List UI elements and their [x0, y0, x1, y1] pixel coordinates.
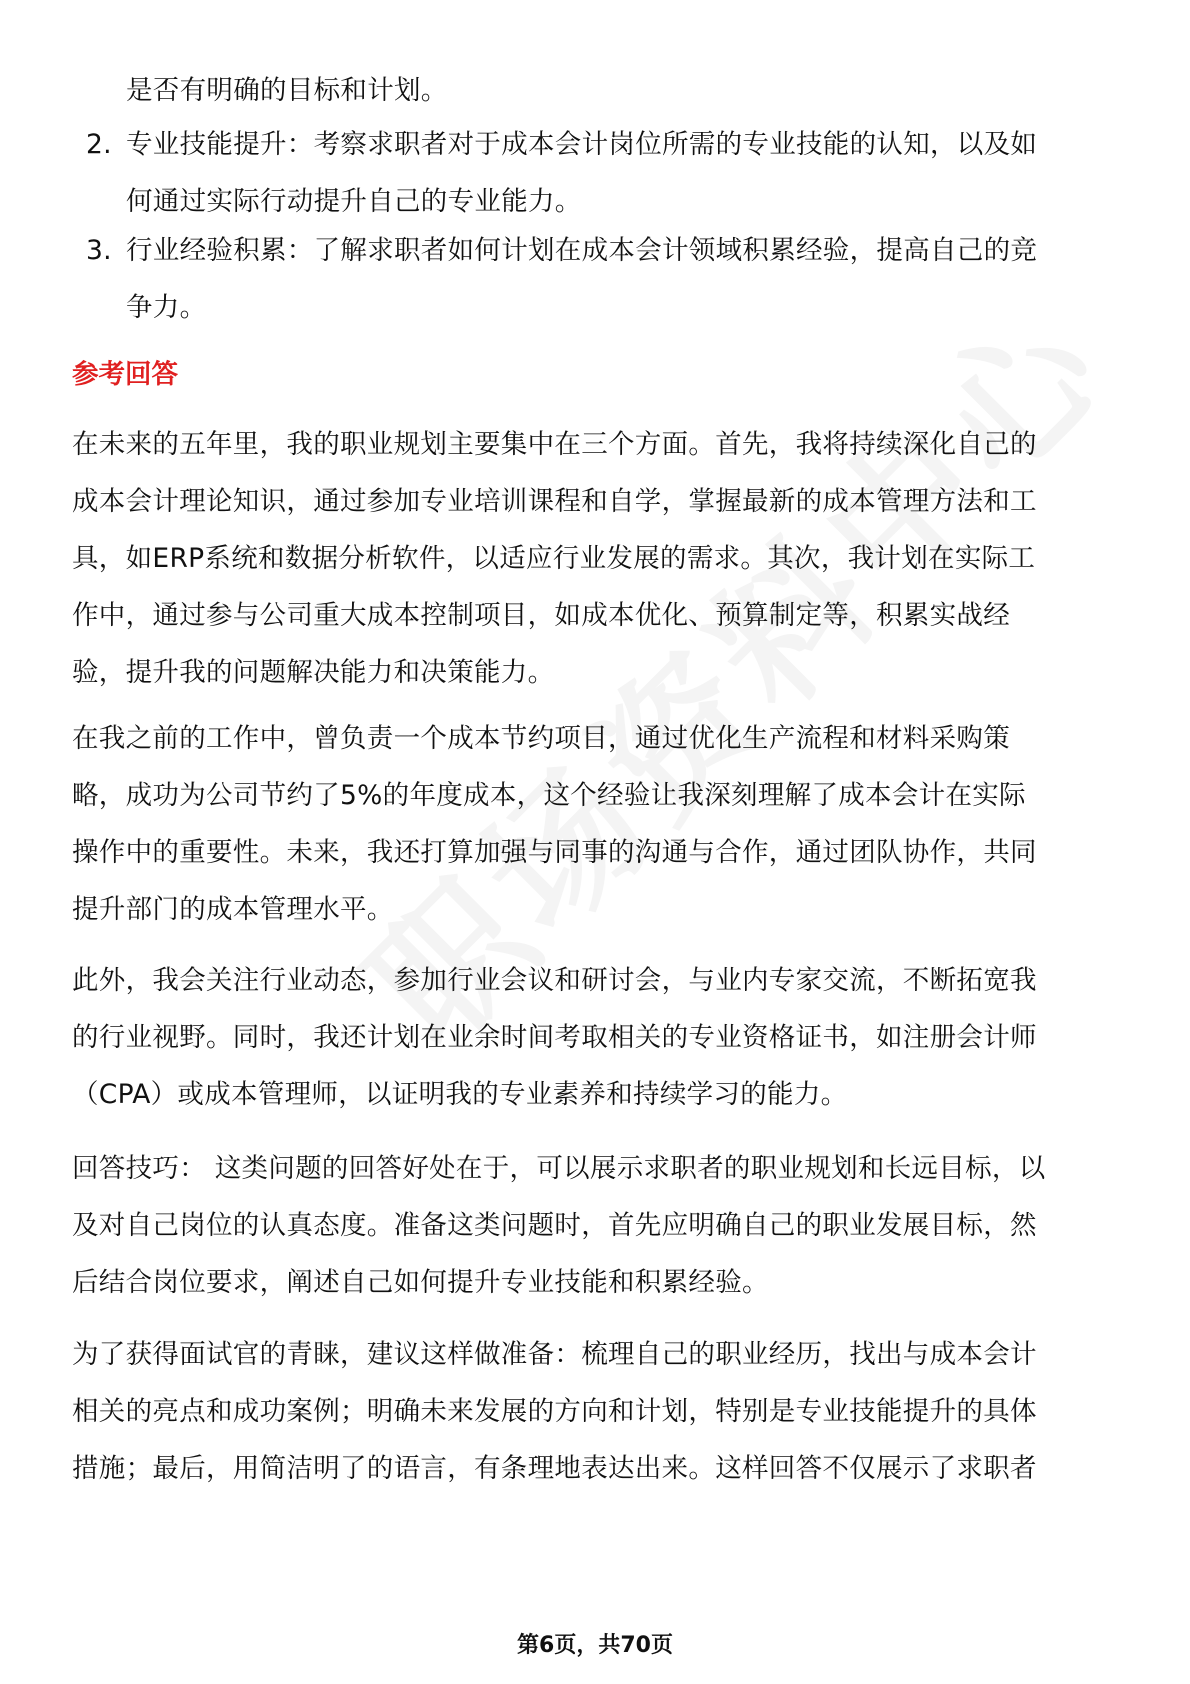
section-title: 参考回答 [72, 359, 178, 390]
list-item-3 [72, 222, 1122, 336]
paragraph-line: 措施；最后，用简洁明了的语言，有条理地表达出来。这样回答不仅展示了求职者 [72, 1453, 1037, 1484]
list-item-line [72, 222, 1122, 279]
paragraph-line: 略，成功为公司节约了5%的年度成本，这个经验让我深刻理解了成本会计在实际 [72, 780, 1026, 811]
list-text: 行业经验积累：了解求职者如何计划在成本会计领域积累经验，提高自己的竞 [126, 235, 1038, 266]
paragraph-3 [72, 952, 1122, 1123]
paragraph-2 [72, 710, 1122, 938]
paragraph-line: 验，提升我的问题解决能力和决策能力。 [72, 657, 555, 688]
paragraph-line: 相关的亮点和成功案例；明确未来发展的方向和计划，特别是专业技能提升的具体 [72, 1396, 1037, 1427]
paragraph-line: 操作中的重要性。未来，我还打算加强与同事的沟通与合作，通过团队协作，共同 [72, 837, 1037, 868]
paragraph-line: 在我之前的工作中，曾负责一个成本节约项目，通过优化生产流程和材料采购策 [72, 723, 1010, 754]
paragraph-line: 回答技巧： 这类问题的回答好处在于，可以展示求职者的职业规划和长远目标，以 [72, 1153, 1046, 1184]
paragraph-line: 作中，通过参与公司重大成本控制项目，如成本优化、预算制定等，积累实战经 [72, 600, 1010, 631]
paragraph-line: 后结合岗位要求，阐述自己如何提升专业技能和积累经验。 [72, 1267, 769, 1298]
paragraph-line: 此外，我会关注行业动态，参加行业会议和研讨会，与业内专家交流，不断拓宽我 [72, 965, 1037, 996]
list-item-line: 何通过实际行动提升自己的专业能力。 [126, 186, 582, 217]
paragraph-line: 的行业视野。同时，我还计划在业余时间考取相关的专业资格证书，如注册会计师 [72, 1022, 1037, 1053]
list-item-line [72, 116, 1122, 173]
list-number: 3. [86, 235, 112, 266]
list-item-2 [72, 116, 1122, 230]
paragraph-line: 及对自己岗位的认真态度。准备这类问题时，首先应明确自己的职业发展目标，然 [72, 1210, 1037, 1241]
paragraph-4 [72, 1140, 1122, 1311]
paragraph-line: 为了获得面试官的青睐，建议这样做准备：梳理自己的职业经历，找出与成本会计 [72, 1339, 1037, 1370]
intro-continuation: 是否有明确的目标和计划。 [126, 75, 448, 106]
list-text: 专业技能提升：考察求职者对于成本会计岗位所需的专业技能的认知，以及如 [126, 129, 1038, 160]
paragraph-line: 具，如ERP系统和数据分析软件，以适应行业发展的需求。其次，我计划在实际工 [72, 543, 1036, 574]
list-number: 2. [86, 129, 112, 160]
paragraph-line: 提升部门的成本管理水平。 [72, 894, 394, 925]
page-number-footer: 第6页，共70页 [517, 1633, 673, 1658]
paragraph-1 [72, 416, 1122, 701]
paragraph-line: 成本会计理论知识，通过参加专业培训课程和自学，掌握最新的成本管理方法和工 [72, 486, 1037, 517]
paragraph-5 [72, 1326, 1122, 1497]
paragraph-line: 在未来的五年里，我的职业规划主要集中在三个方面。首先，我将持续深化自己的 [72, 429, 1037, 460]
list-item-line: 争力。 [126, 292, 207, 323]
paragraph-line: （CPA）或成本管理师，以证明我的专业素养和持续学习的能力。 [72, 1079, 848, 1110]
